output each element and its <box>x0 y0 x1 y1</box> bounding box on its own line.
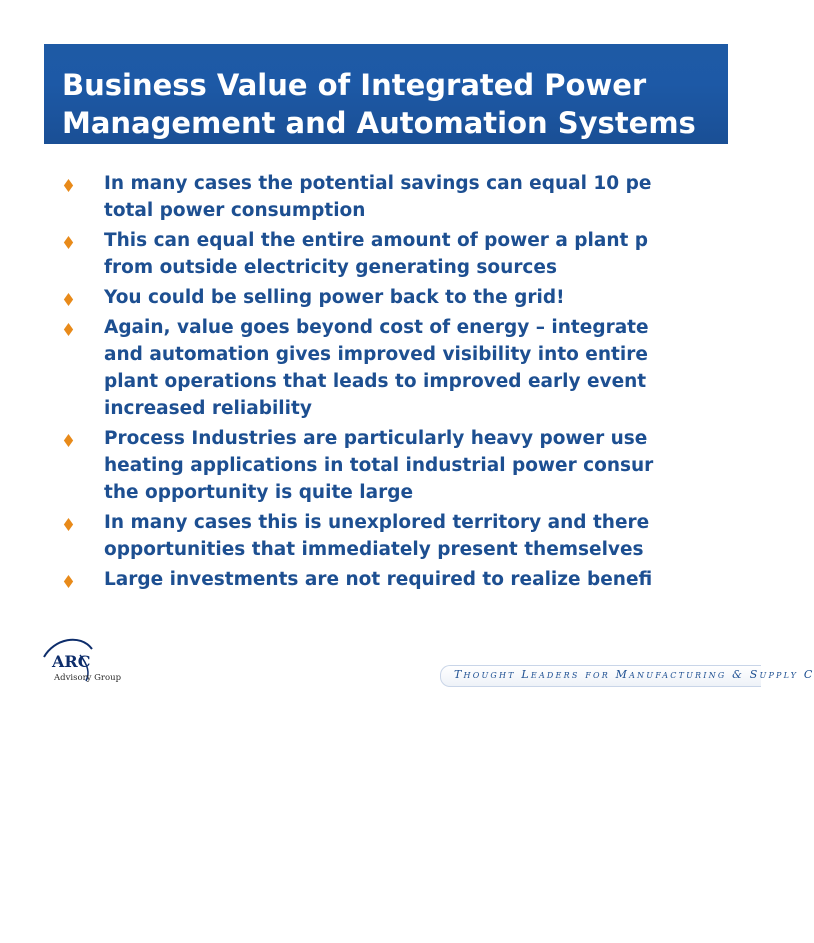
logo-sub-text: Advisory Group <box>54 673 122 683</box>
bullet-line: the opportunity is quite large <box>104 482 414 503</box>
bullet-line: increased reliability <box>104 398 312 419</box>
bullet-line: opportunities that immediately present themselves <box>104 539 644 560</box>
diamond-bullet-icon <box>62 293 75 306</box>
bullet-line: In many cases the potential savings can equal 10 pe <box>104 173 652 194</box>
bullet-item <box>60 170 760 224</box>
bullet-item <box>60 284 760 311</box>
bullet-item <box>60 227 760 281</box>
diamond-bullet-icon <box>62 434 75 447</box>
diamond-bullet-icon <box>62 179 75 192</box>
bullet-line: This can equal the entire amount of power a plant p <box>104 230 649 251</box>
diamond-bullet-icon <box>62 236 75 249</box>
bullet-item <box>60 509 760 563</box>
bullet-line: In many cases this is unexplored territory and there <box>104 512 650 533</box>
bullet-line: and automation gives improved visibility into entire <box>104 344 648 365</box>
bullet-list <box>60 170 760 596</box>
slide-title <box>62 66 762 142</box>
bullet-line: from outside electricity generating sources <box>104 257 557 278</box>
bullet-line: heating applications in total industrial power consur <box>104 455 654 476</box>
diamond-bullet-icon <box>62 575 75 588</box>
bullet-item <box>60 566 760 593</box>
bullet-item <box>60 425 760 506</box>
bullet-line: plant operations that leads to improved early event <box>104 371 647 392</box>
bullet-item <box>60 314 760 422</box>
diamond-bullet-icon <box>62 518 75 531</box>
logo-main-text: ARC <box>52 652 91 671</box>
bullet-line: You could be selling power back to the grid! <box>104 287 565 308</box>
slide-footer <box>0 625 814 695</box>
title-line-1: Business Value of Integrated Power <box>62 68 647 102</box>
arc-logo <box>40 635 160 685</box>
bullet-line: Again, value goes beyond cost of energy – integrate <box>104 317 649 338</box>
tagline-text: Thought Leaders for Manufacturing & Supply C <box>454 668 814 681</box>
bullet-line: Large investments are not required to realize benefi <box>104 569 653 590</box>
bullet-line: total power consumption <box>104 200 366 221</box>
title-line-2: Management and Automation Systems <box>62 106 696 140</box>
bullet-line: Process Industries are particularly heavy power use <box>104 428 648 449</box>
diamond-bullet-icon <box>62 323 75 336</box>
